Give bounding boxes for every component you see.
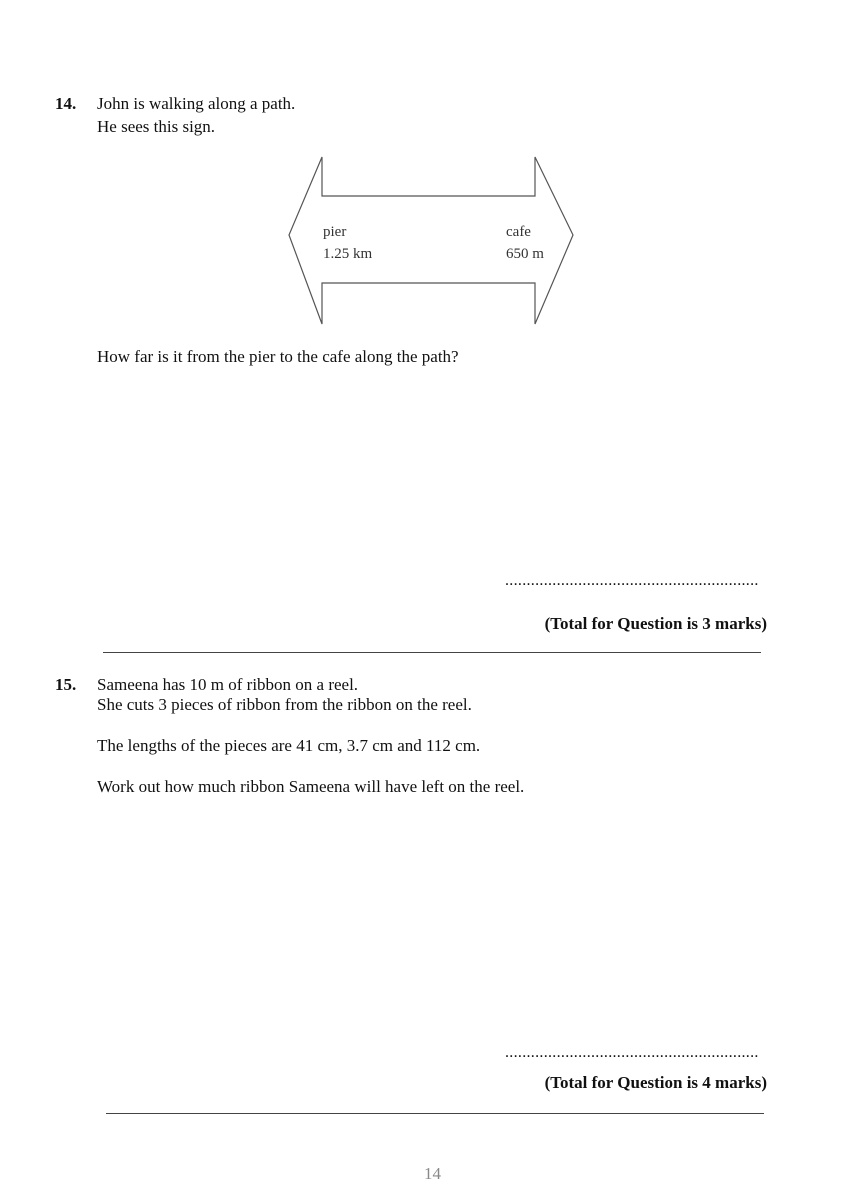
question-14-total: (Total for Question is 3 marks) [544,614,767,633]
question-14-number: 14. [55,94,77,113]
question-15-number: 15. [55,675,77,694]
question-15-prompt: Work out how much ribbon Sameena will have left on the reel. [97,777,525,796]
question-14-divider [103,652,761,653]
question-14-prompt: How far is it from the pier to the cafe along the path? [97,347,459,366]
sign-right-place: cafe [506,224,531,240]
double-arrow-outline [289,157,573,324]
question-14-line-2: He sees this sign. [97,117,216,136]
sign-right-distance: 650 m [506,246,544,262]
question-14-answer-line: ........................................................... [505,572,759,589]
sign-left-place: pier [323,224,347,240]
question-15-answer-line: ........................................................... [505,1044,759,1061]
double-arrow-sign [280,150,580,330]
question-15-line-2: She cuts 3 pieces of ribbon from the ribbon on the reel. [97,695,472,714]
question-15-divider [106,1113,764,1114]
question-14-line-1: John is walking along a path. [97,94,296,113]
question-15-total: (Total for Question is 4 marks) [544,1073,767,1092]
question-15-line-1: Sameena has 10 m of ribbon on a reel. [97,675,359,694]
page-number: 14 [424,1164,441,1183]
question-15-detail: The lengths of the pieces are 41 cm, 3.7 cm and 112 cm. [97,736,481,755]
sign-left-distance: 1.25 km [323,246,373,262]
